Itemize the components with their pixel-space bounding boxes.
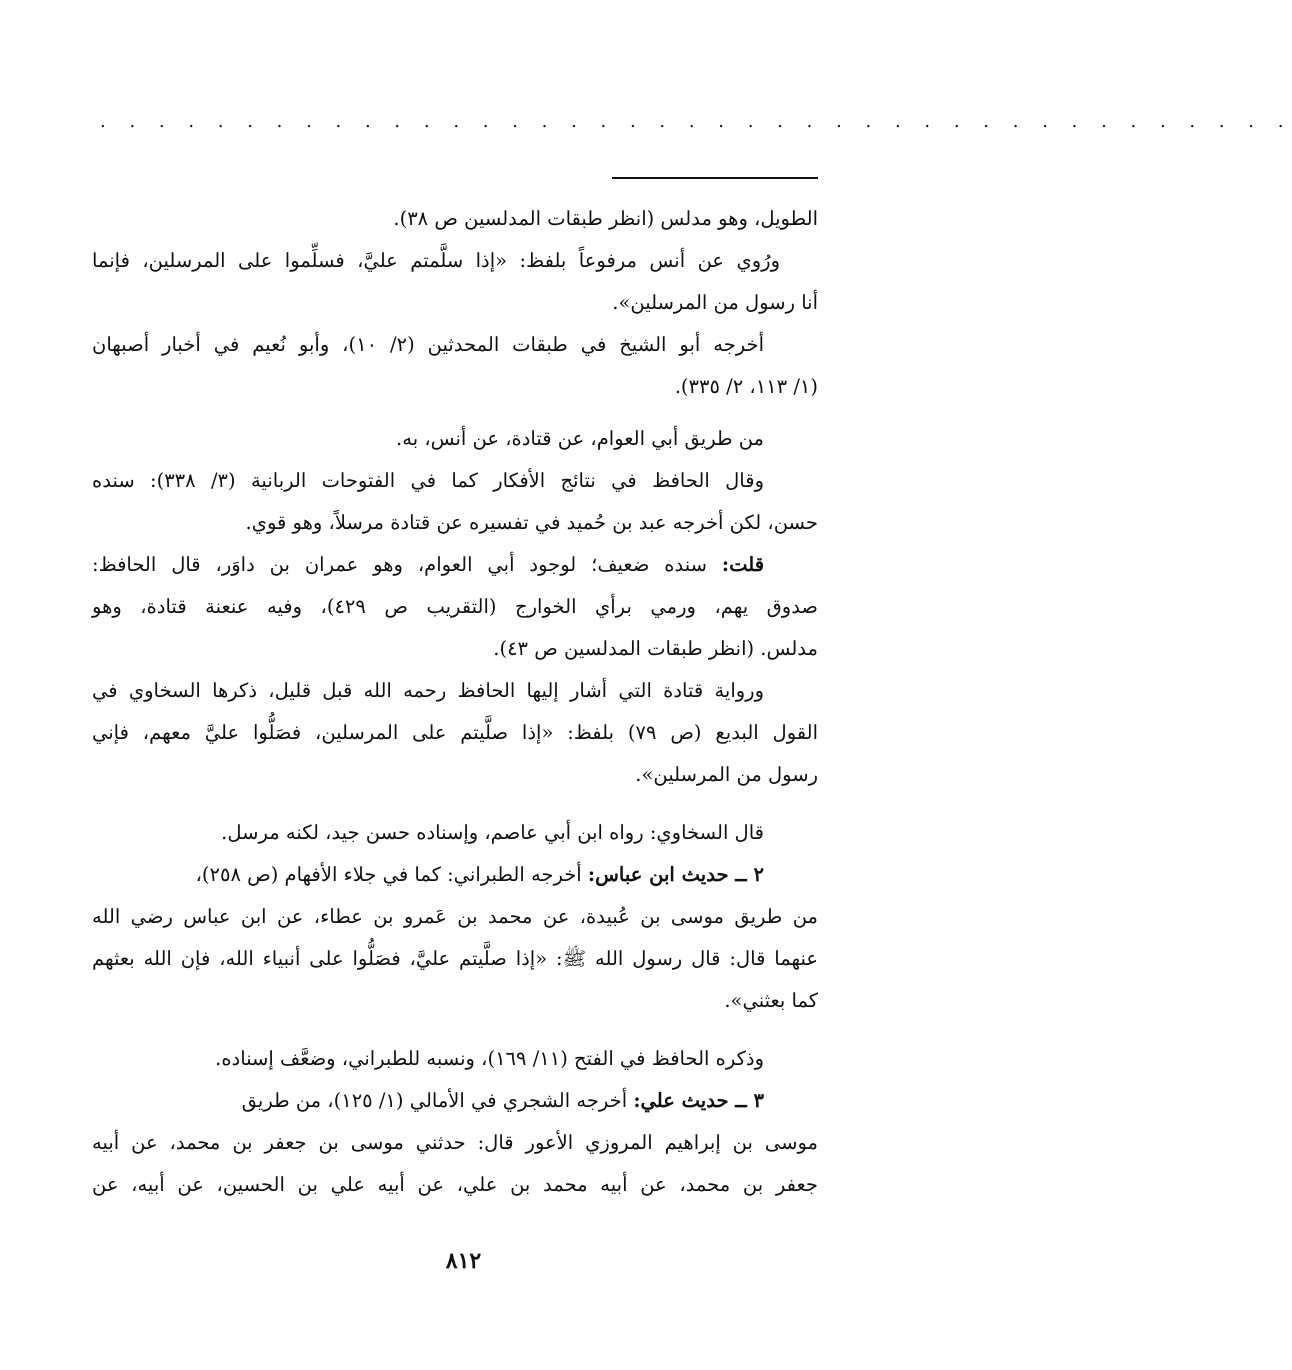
text-line: مدلس. (انظر طبقات المدلسين ص ٤٣). [493, 637, 818, 660]
hadith-heading: ٢ ــ حديث ابن عباس: [587, 863, 764, 886]
text-line: موسى بن إبراهيم المروزي الأعور قال: حدثني موسى بن جعفر بن محمد، عن أبيه [92, 1131, 818, 1154]
footnote-rule [612, 177, 818, 179]
text-fragment: أخرجه الشجري في الأمالي (١/ ١٢٥)، من طريق [241, 1089, 628, 1112]
dotted-separator: . . . . . . . . . . . . . . . . . . . . . . . . . . . . . . . . . . . . . . . . . [100, 111, 1292, 132]
text-line: وقال الحافظ في نتائج الأفكار كما في الفتوحات الربانية (٣/ ٣٣٨): سنده [92, 469, 764, 492]
text-line [92, 544, 818, 586]
text-line: عنهما قال: قال رسول الله ﷺ: «إذا صلَّيتم عليَّ، فصَلُّوا على أنبياء الله، فإن الله بعثهم [92, 947, 818, 970]
footnote-text [92, 198, 818, 1206]
text-line: حسن، لكن أخرجه عبد بن حُميد في تفسيره عن قتادة مرسلاً، وهو قوي. [245, 511, 818, 534]
text-line: من طريق موسى بن عُبيدة، عن محمد بن عَمرو بن عطاء، عن ابن عباس رضي الله [92, 905, 818, 928]
text-line: الطويل، وهو مدلس (انظر طبقات المدلسين ص ٣٨). [393, 207, 818, 230]
qultu-label: قلت: [721, 553, 765, 576]
text-line: (١/ ١١٣، ٢/ ٣٣٥). [674, 375, 818, 398]
text-line: وذكره الحافظ في الفتح (١١/ ١٦٩)، ونسبه للطبراني، وضعَّف إسناده. [215, 1047, 764, 1070]
hadith-heading: ٣ ــ حديث علي: [633, 1089, 764, 1112]
text-line: ورواية قتادة التي أشار إليها الحافظ رحمه الله قبل قليل، ذكرها السخاوي في [92, 679, 764, 702]
text-line: أخرجه أبو الشيخ في طبقات المحدثين (٢/ ١٠)، وأبو نُعيم في أخبار أصبهان [92, 333, 765, 356]
text-line [92, 854, 818, 896]
text-fragment: أخرجه الطبراني: كما في جلاء الأفهام (ص ٢٥٨)، [195, 863, 582, 886]
text-line: كما بعثني». [724, 989, 818, 1012]
text-line: أنا رسول من المرسلين». [612, 291, 818, 314]
text-line: صدوق يهم، ورمي برأي الخوارج (التقريب ص ٤٢٩)، وفيه عنعنة قتادة، وهو [92, 595, 818, 618]
text-fragment: سنده ضعيف؛ لوجود أبي العوام، وهو عمران بن داوَر، قال الحافظ: [92, 553, 707, 576]
text-line: جعفر بن محمد، عن أبيه محمد بن علي، عن أبيه علي بن الحسين، عن أبيه، عن [92, 1173, 818, 1196]
text-line: قال السخاوي: رواه ابن أبي عاصم، وإسناده حسن جيد، لكنه مرسل. [221, 821, 764, 844]
page-number: ٨١٢ [445, 1248, 482, 1274]
text-line: ورُوي عن أنس مرفوعاً بلفظ: «إذا سلَّمتم عليَّ، فسلِّموا على المرسلين، فإنما [92, 249, 780, 272]
text-line: رسول من المرسلين». [635, 763, 818, 786]
text-line [92, 1080, 818, 1122]
text-line: من طريق أبي العوام، عن قتادة، عن أنس، به. [396, 427, 764, 450]
text-line: القول البديع (ص ٧٩) بلفظ: «إذا صلَّيتم على المرسلين، فصَلُّوا عليَّ معهم، فإني [92, 721, 819, 744]
